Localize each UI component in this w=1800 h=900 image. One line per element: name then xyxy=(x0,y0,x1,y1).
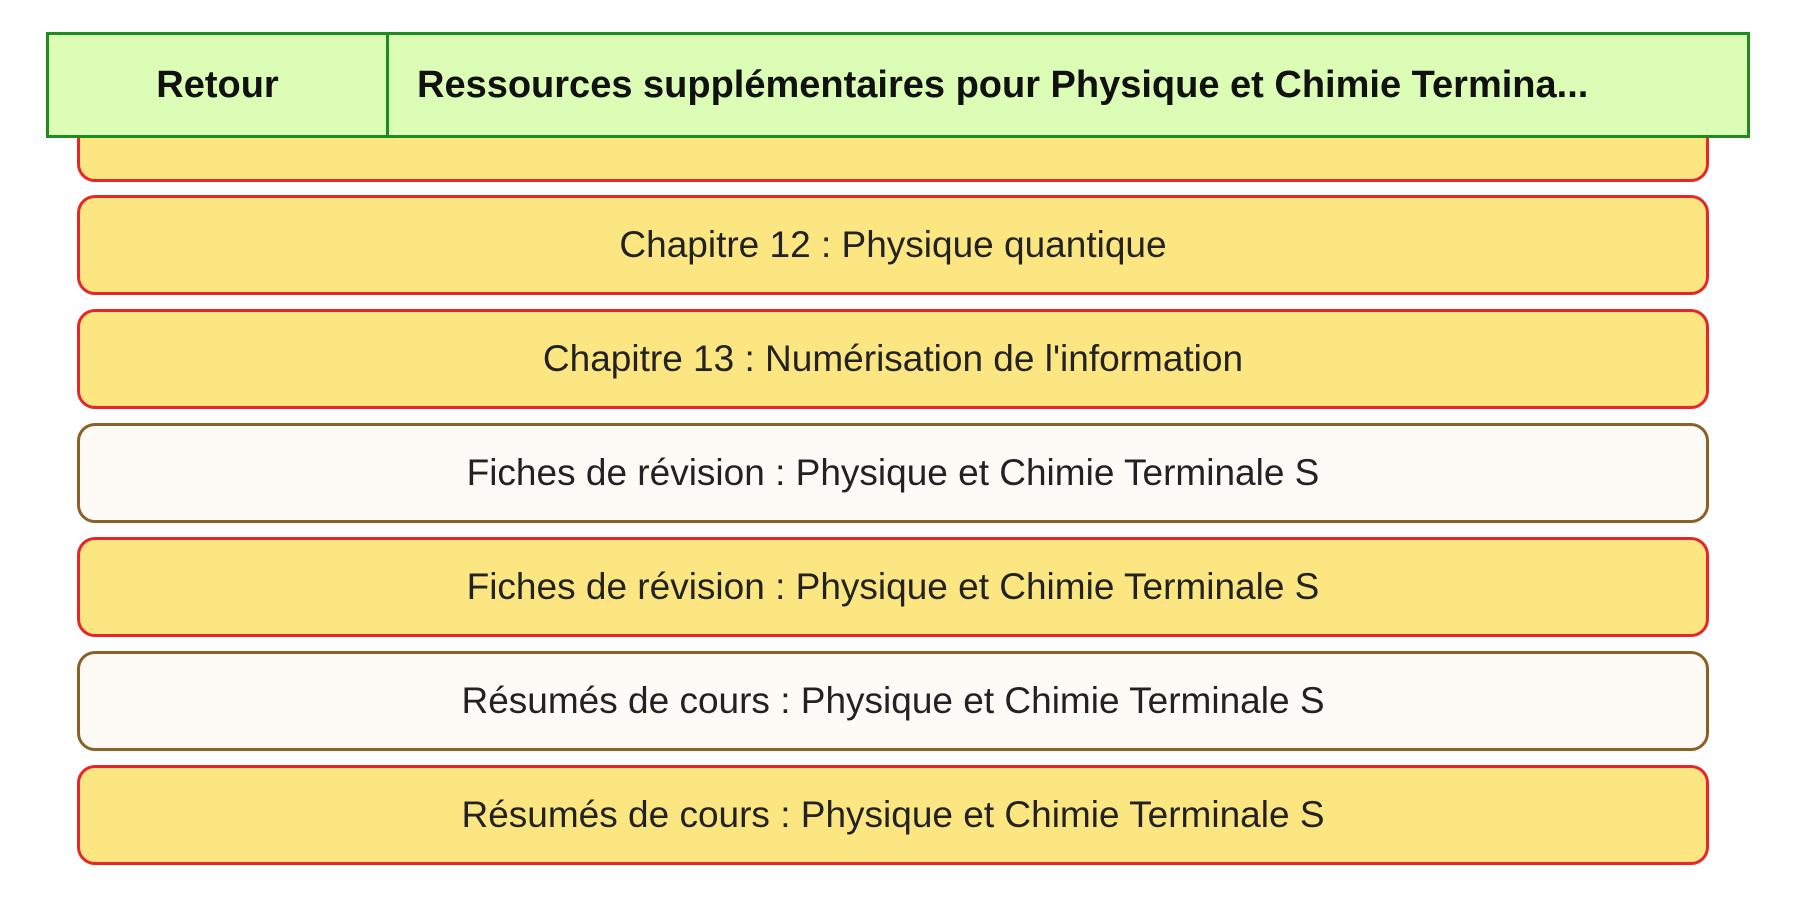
back-button-label: Retour xyxy=(156,63,279,106)
list-item-chapitre-13[interactable] xyxy=(77,309,1709,409)
page-title-text: Ressources supplémentaires pour Physique et Chimie Termina... xyxy=(417,63,1589,106)
list-item-label: Fiches de révision : Physique et Chimie Terminale S xyxy=(466,452,1320,493)
list-item-label: Chapitre 12 : Physique quantique xyxy=(619,224,1167,265)
list-item-fiches-revision-1[interactable] xyxy=(77,423,1709,523)
list-item-label: Fiches de révision : Physique et Chimie Terminale S xyxy=(466,566,1320,607)
list-item-label: Chapitre 13 : Numérisation de l'information xyxy=(542,338,1244,379)
list-item-label: Résumés de cours : Physique et Chimie Terminale S xyxy=(461,680,1325,721)
list-item-fiches-revision-2[interactable] xyxy=(77,537,1709,637)
top-bar xyxy=(46,32,1750,138)
back-button[interactable] xyxy=(46,32,389,138)
page-title xyxy=(386,32,1750,138)
list-item-resumes-cours-2[interactable] xyxy=(77,765,1709,865)
list-item-chapitre-12[interactable] xyxy=(77,195,1709,295)
list-item-resumes-cours-1[interactable] xyxy=(77,651,1709,751)
list-item-label: Résumés de cours : Physique et Chimie Terminale S xyxy=(461,794,1325,835)
